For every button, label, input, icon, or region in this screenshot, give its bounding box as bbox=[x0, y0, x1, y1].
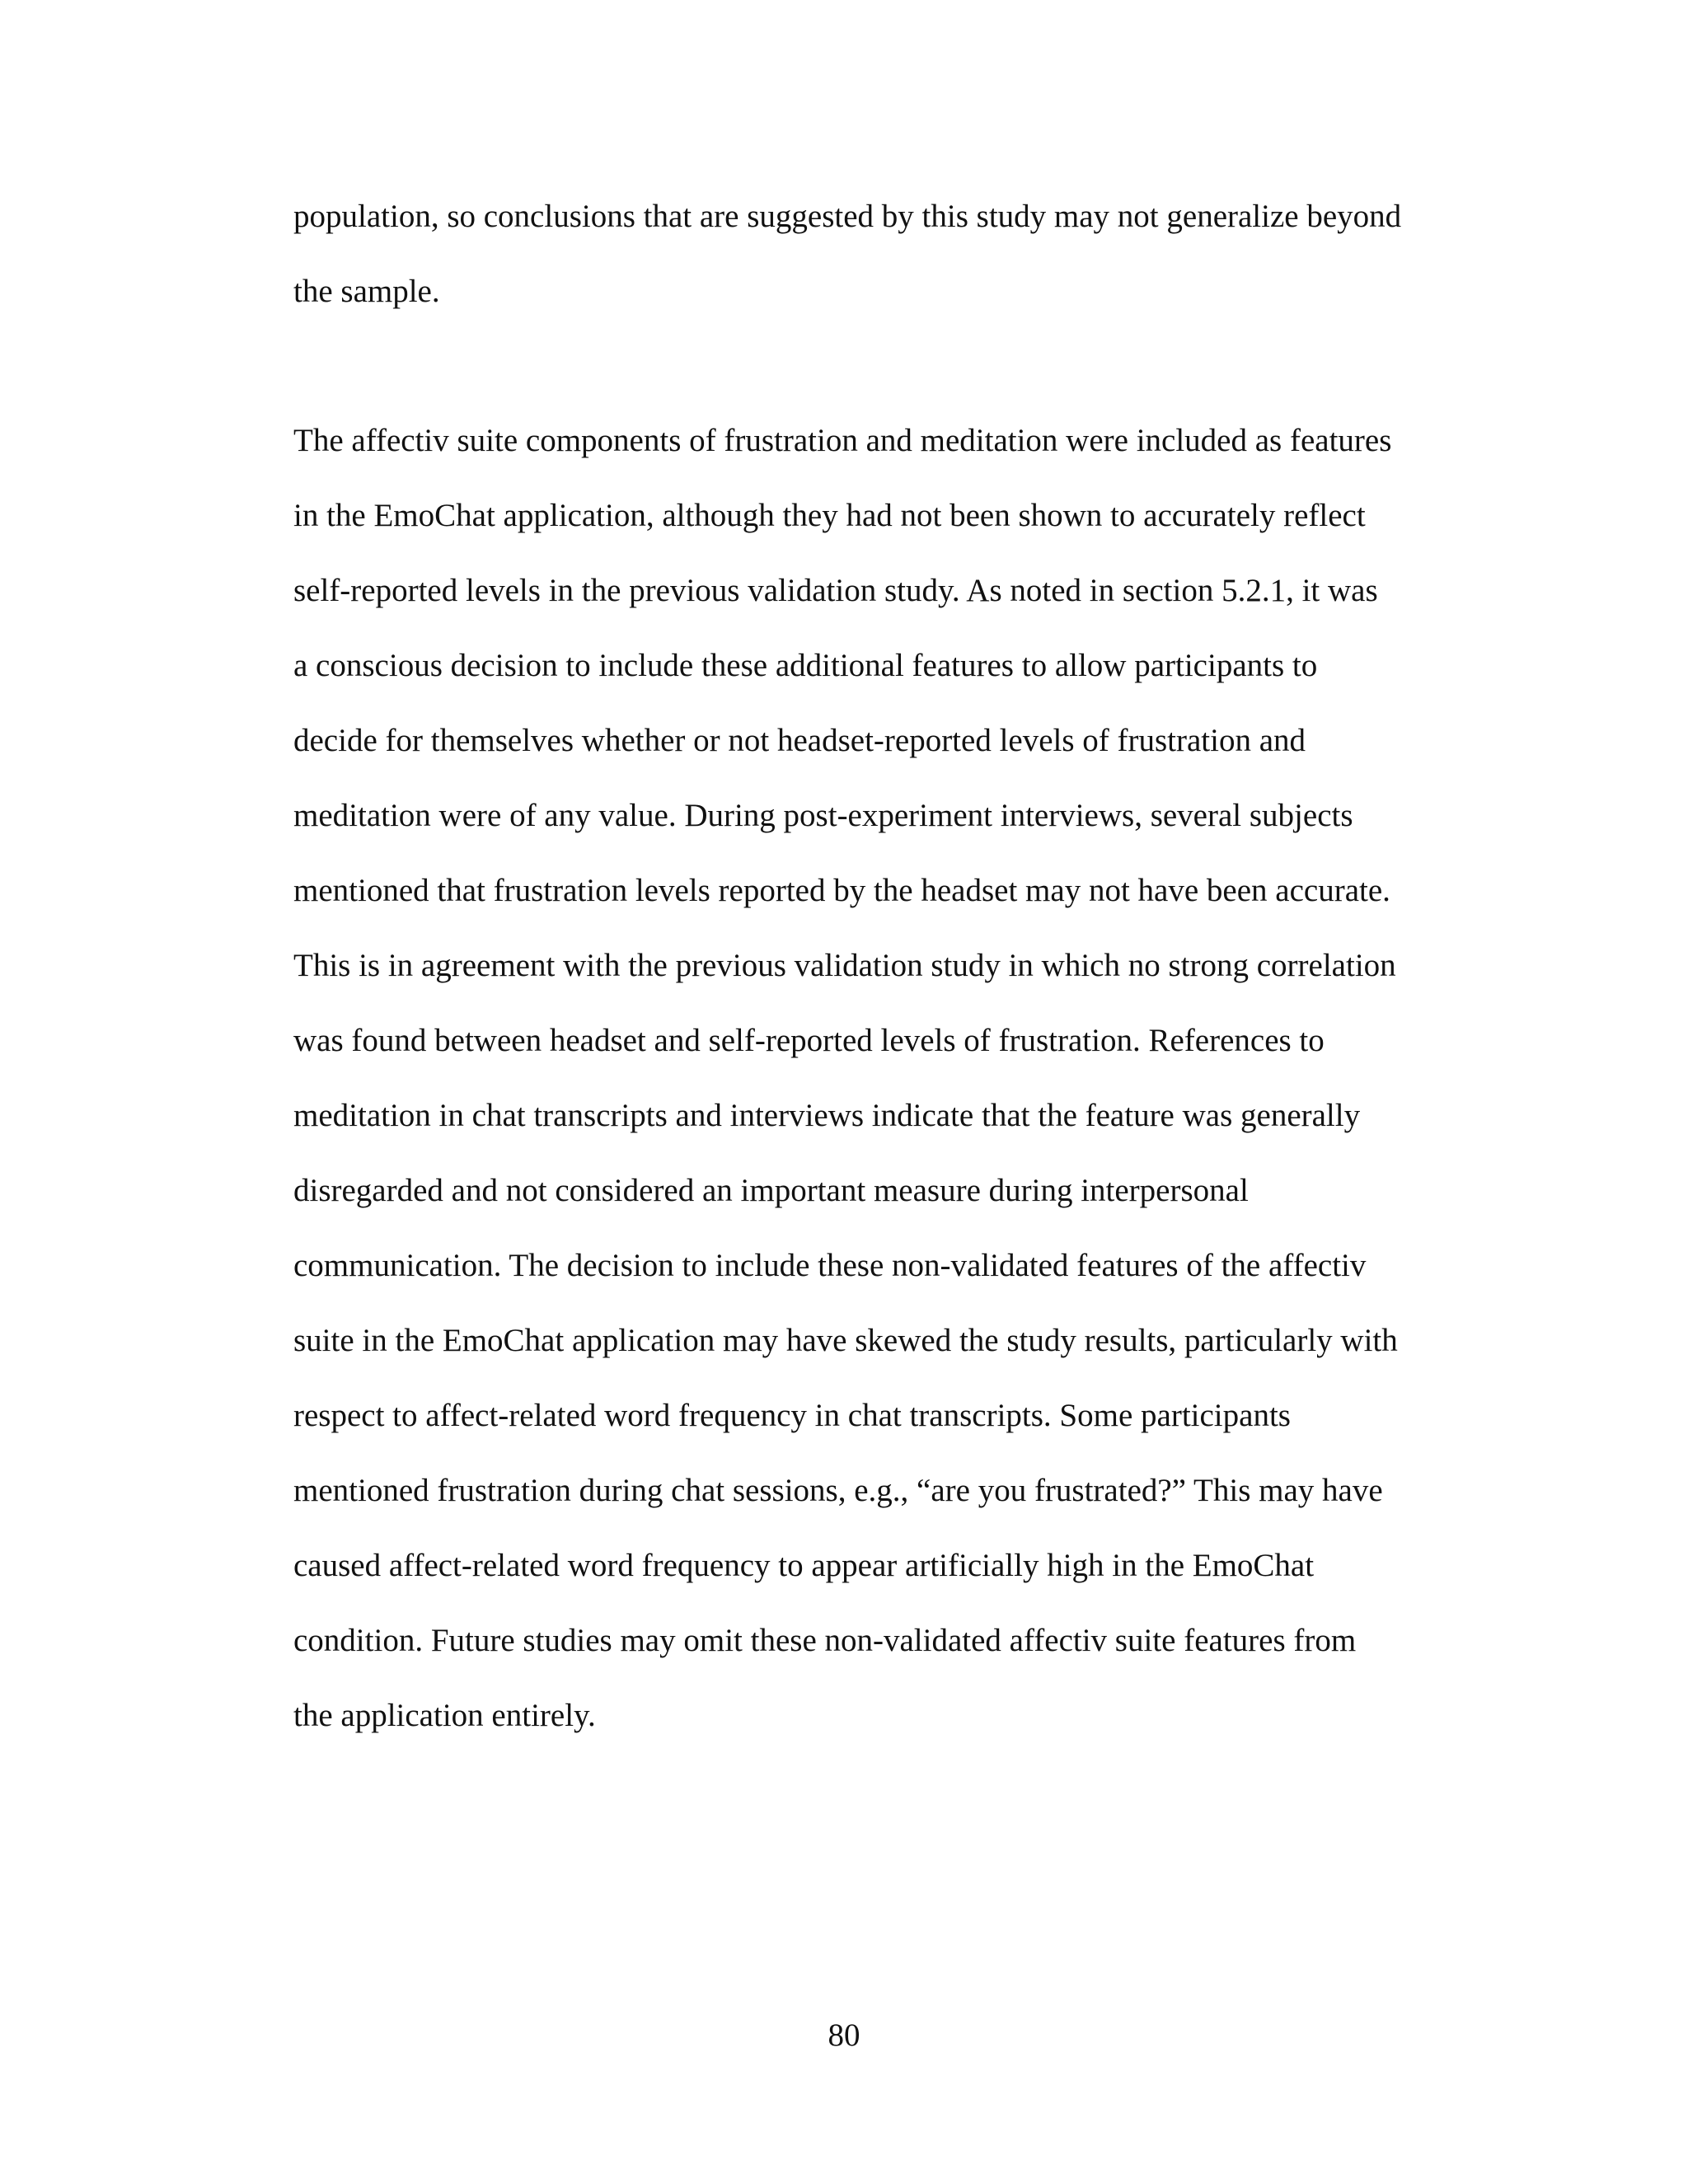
paragraph-line: self-reported levels in the previous validation study. As noted in section 5.2.1, it was bbox=[293, 573, 1378, 608]
paragraph-line: meditation in chat transcripts and interviews indicate that the feature was generally bbox=[293, 1098, 1361, 1133]
paragraph-line: was found between headset and self-reported levels of frustration. References to bbox=[293, 1023, 1325, 1058]
paragraph-line: respect to affect-related word frequency in chat transcripts. Some participants bbox=[293, 1398, 1291, 1433]
paragraph-line: condition. Future studies may omit these non-validated affectiv suite features from bbox=[293, 1623, 1357, 1658]
paragraph-line: The affectiv suite components of frustration and meditation were included as features bbox=[293, 423, 1392, 458]
paragraph-line: mentioned frustration during chat sessions, e.g., “are you frustrated?” This may have bbox=[293, 1473, 1383, 1508]
paragraph-line: a conscious decision to include these additional features to allow participants to bbox=[293, 648, 1318, 683]
paragraph-continuation bbox=[293, 179, 1431, 329]
paragraph-line: meditation were of any value. During post-experiment interviews, several subjects bbox=[293, 798, 1353, 833]
paragraph-line: caused affect-related word frequency to appear artificially high in the EmoChat bbox=[293, 1548, 1315, 1583]
paragraph-line: in the EmoChat application, although they had not been shown to accurately reflect bbox=[293, 498, 1366, 533]
paragraph-line: communication. The decision to include these non-validated features of the affectiv bbox=[293, 1248, 1367, 1283]
paragraph-line: the sample. bbox=[293, 274, 440, 309]
paragraph-line: mentioned that frustration levels reported by the headset may not have been accurate. bbox=[293, 873, 1390, 908]
paragraph-affectiv-features bbox=[293, 403, 1431, 1753]
paragraph-line: the application entirely. bbox=[293, 1698, 596, 1733]
paragraph-line: disregarded and not considered an important measure during interpersonal bbox=[293, 1173, 1249, 1208]
page-number: 80 bbox=[828, 2018, 860, 2053]
paragraph-line: decide for themselves whether or not headset-reported levels of frustration and bbox=[293, 723, 1306, 758]
paragraph-line: suite in the EmoChat application may have skewed the study results, particularly with bbox=[293, 1323, 1398, 1358]
paragraph-line: This is in agreement with the previous validation study in which no strong correlation bbox=[293, 948, 1396, 983]
paragraph-line: population, so conclusions that are suggested by this study may not generalize beyond bbox=[293, 199, 1402, 234]
